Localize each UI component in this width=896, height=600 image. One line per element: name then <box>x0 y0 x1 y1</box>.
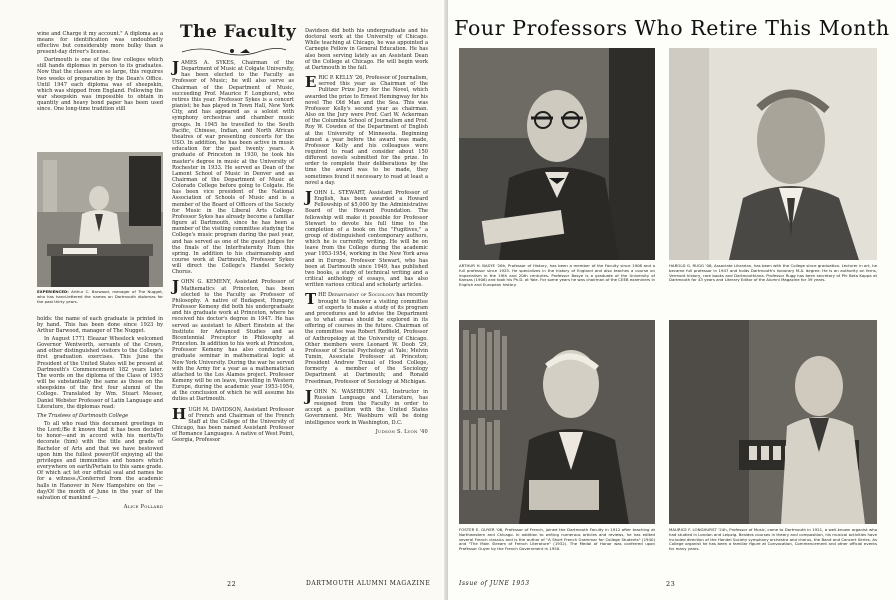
dropcap: J <box>172 58 180 76</box>
barwood-photo-image <box>37 152 163 287</box>
lead-name: OHN L. STEWART, <box>314 189 366 196</box>
author-signature: Judson S. Lyon '40 <box>375 428 428 435</box>
faculty-item <box>172 60 294 275</box>
longhurst-photo <box>669 320 877 524</box>
page-number-left: 22 <box>227 580 237 588</box>
faculty-item <box>305 386 429 426</box>
dropcap: E <box>305 73 317 92</box>
faculty-item <box>172 279 294 402</box>
dropcap: J <box>305 386 313 405</box>
paragraph: holds: the name of each graduate is printed in by hand. This has been done since 1923 by Arthur Barwood, manager of The Nugget. <box>37 316 163 335</box>
lead-name: RIC P. KELLY <box>318 75 353 82</box>
basye-caption: ARTHUR H. BASYE '26h, Professor of History, has been a member of the Faculty since 1908 and a full professor since 1925. He specializes in the history of England and also teaches a course on imperialism in the 19th and 20th centuries. Professor Basye is a graduate of the University of Kansas (1906) and took his Ph.D. at Yale. For some years he was chairman of the CEEB examiners in English and European history. <box>459 263 655 288</box>
diploma-text: To all who read this document greetings in the Lord:/Be it known that it has been decided to honor—and in accord with his merits/To decorate (him) with the title and grade of Bachelor of Arts and that we have bestowed upon him the fullest power/Of enjoying all the privileges and immunities and honors which everywhere on earth/Pertain to this same grade. Of which act let our official seal and names be for a witness./Conferred from the academic halls in Hanover in New Hampshire on the — day/Of the month of June in the year of the salvation of mankind —. <box>37 421 163 501</box>
magazine-title-footer: DARTMOUTH ALUMNI MAGAZINE <box>306 580 431 587</box>
author-signature: Alice Pollard <box>123 504 163 511</box>
guyer-caption: FOSTER E. GUYER '06, Professor of French, joined the Dartmouth Faculty in 1912 after teaching at Northwestern and Chicago. In addition to writing numerous articles and reviews, he has edited several French classics and is the author of "A Short French Grammar for College Students" (1940) and "The Main Stream of French Literature" (1932). The Medal of Honor was conferred upon Professor Guyer by the French Government in 1950. <box>459 527 655 552</box>
rugg-caption: HAROLD G. RUGG '06, Associate Librarian, has been with the College since graduation. Lecturer in art, he became full professor in 1947 and holds Dartmouth's honorary M.A. degree. He is an authority on ferns, Vermont history, rare books and Dartmouthiana. Professor Rugg has been secretary of Phi Beta Kappa at Dartmouth for 43 years and Literary Editor of the Alumni Magazine for 39 years. <box>669 263 877 283</box>
left-column-2 <box>172 60 294 445</box>
page-number-right: 23 <box>666 580 676 588</box>
item-text: has recently brought to Hanover a visiting committee of experts to make a study of its program and procedures and to advise the Department as to what areas should be explored in its offering of courses in the future. Chairman of the committee was Robert Redfield, Professor of Anthropology at the University of Chicago. Other members were Leonard W. Doob '29, Professor of Social Psychology at Yale; Melvin Tumin, Associate Professor at Princeton; President Andrew Truxal of Hood College, formerly a member of the Sociology Department at Dartmouth; and Ronald Freedman, Professor of Sociology at Michigan. <box>305 292 428 385</box>
caption-label: EXPERIENCED: <box>37 289 69 294</box>
dropcap: T <box>305 290 317 309</box>
basye-photo-image <box>459 48 655 260</box>
dropcap: J <box>305 187 313 206</box>
item-text: '26, Professor of Journalism, served this year as Chairman of the Pulitzer Prize Jury for the Novel, which awarded the prize to Ernest Hemingway for his novel The Old Man and the Sea. This was Professor Kelly's second year as chairman. Also on the Jury were Prof. Carl W. Ackerman of the Columbia School of Journalism and Prof. Roy W. Cowden of the Department of English at the University of Minnesota. Beginning almost a year before the award was made, Professor Kelly and his colleagues were required to read and consider about 150 different novels submitted for the prize. In order to complete their deliberations by the time the award was to be made, they sometimes found it necessary to read at least a novel a day. <box>305 75 428 186</box>
item-text: '43, Instructor in Russian Language and Literature, has resigned from the Faculty in order to accept a position with the United States Government. Mr. Washburn will be doing intelligence work in Washington, D.C. <box>305 388 429 426</box>
running-footer-issue: Issue of JUNE 1953 <box>459 580 530 587</box>
scroll-ornament-icon <box>180 46 288 56</box>
lead-name: UGH M. DAVIDSON, <box>188 406 243 413</box>
faculty-item <box>305 75 428 186</box>
barwood-photo <box>37 152 163 287</box>
faculty-item <box>305 28 428 71</box>
section-title: The Faculty <box>180 22 297 42</box>
rugg-photo-image <box>669 48 877 260</box>
rugg-photo <box>669 48 877 260</box>
guyer-photo-image <box>459 320 655 524</box>
left-column-1 <box>37 31 163 114</box>
lead-name: OHN N. WASHBURN <box>314 388 375 395</box>
right-page <box>448 0 896 600</box>
lead-name: HE Department of Sociology <box>318 292 395 299</box>
paragraph: wine and Charge it my account." A diploma as a means for identification was undoubtedly effective but considerably more bulky than a present-day driver's license. <box>37 31 163 56</box>
lead-name: AMES A. SYKES, <box>181 60 236 66</box>
dropcap: J <box>172 277 180 296</box>
page-headline: Four Professors Who Retire This Month <box>454 16 890 40</box>
item-text: Assistant Professor of English, has been awarded a Howard Fellowship of $5,000 by the Administrative Board of the Howard Foundation. The fellowship will make it possible for Professor Stewart to devote his full time to the completion of a book on the "Fugitives," a group of distinguished contemporary authors, which he is currently writing. He will be on leave from the College during the academic year 1953-1954, working in the New York area and in Europe. Professor Stewart, who has been at Dartmouth since 1949, has published two books, a study of technical writing and a critical anthology of essays, and has also written various critical and scholarly articles. <box>305 189 429 289</box>
faculty-item <box>305 187 429 289</box>
item-text: Assistant Professor of French and Chairman of the French Staff at the College of the University of Chicago, has been named Assistant Professor of Romance Languages. A native of West Point, Georgia, Professor <box>172 406 294 444</box>
longhurst-photo-image <box>669 320 877 524</box>
left-column-3 <box>305 28 428 436</box>
item-text: Assistant Professor of Mathematics at Princeton, has been elected to the Faculty as Professor of Philosophy. A native of Budapest, Hungary, Professor Kemeny did both his undergraduate and his graduate work at Princeton, where he received his doctor's degree in 1947. He has served as assistant to Albert Einstein at the Institute for Advanced Studies and as Bicentennial Preceptor in Philosophy at Princeton. In addition to his work at Princeton, Professor Kemeny has also conducted a graduate seminar in mathematical logic at New York University. During the war he served with the Army for a year as a mathematician attached to the Los Alamos project. Professor Kemeny will be on leave, travelling in Western Europe, during the academic year 1953-1954, at the conclusion of which he will assume his duties at Dartmouth. <box>172 279 294 403</box>
guyer-photo <box>459 320 655 524</box>
paragraph: Dartmouth is one of the few colleges which still hands diplomas in person to its graduates. Now that the classes are so large, this requires two weeks of preparation by the Dean's Office. Until 1947 each diploma was of sheepskin, which was shipped from England. Following the war sheepskin was impossible to obtain in quantity and heavy bond paper has been used since. One long-time tradition still <box>37 57 163 113</box>
barwood-photo-caption <box>37 290 163 304</box>
left-column-1-bottom <box>37 316 163 512</box>
caption-text: Arthur C. Barwood, manager of The Nugget, who has hand-lettered the names on Dartmouth diplomas for the past thirty years. <box>37 289 163 304</box>
dropcap: H <box>172 404 187 423</box>
lead-name: OHN G. KEMENY, <box>181 279 232 286</box>
faculty-item <box>172 404 294 444</box>
item-text: Chairman of the Department of Music at Colgate University, has been elected to the Faculty as Professor of Music; he will also serve as Chairman of the Department of Music, succeeding Prof. Maurice F. Longhurst, who retires this year. Professor Sykes is a concert pianist; he has played in Town Hall, New York City, and has appeared as a soloist with symphony orchestras and chamber music groups. In 1945 he travelled to the South Pacific, Chinese, Indian, and North African theatres of war presenting concerts for the USO. In addition, he has been active in music education for the past twenty years. A graduate of Princeton in 1930, he took his master's degree in music at the University of Rochester in 1933. He served as Dean of the Lamont School of Music in Denver and as Chairman of the Department of Music at Colorado College before going to Colgate. He has been vice president of the National Association of Schools of Music and is a member of the Board of Officers of the Society for Music in the Liberal Arts College. Professor Sykes has already become a familiar figure at Dartmouth, since he has been a member of the visiting committee studying the College's music program during the past year, and has served as one of the guest judges for the finals of the Interfraternity Hum this spring. In addition to his chairmanship and course work at Dartmouth, Professor Sykes will direct the College's Handel Society Chorus. <box>172 60 294 276</box>
item-text: Davidson did both his undergraduate and his doctoral work at the University of Chicago. While teaching at Chicago, he was appointed a Carnegie Fellow in General Education. He has also been serving lately as an Assistant Dean of the College at Chicago. He will begin work at Dartmouth in the fall. <box>305 28 428 71</box>
faculty-item <box>305 292 428 384</box>
diploma-subhead: The Trustees of Dartmouth College <box>37 412 129 419</box>
longhurst-caption: MAURICE F. LONGHURST '24h, Professor of Music, came to Dartmouth in 1921, a well-known organist who had studied in London and Leipzig. Besides courses in theory and composition, his musical activities have included direction of the Handel Society symphony orchestra and chorus, the Band and Concert Series. As College organist he has been a familiar figure at Convocation, Commencement and other official events for many years. <box>669 527 877 552</box>
basye-photo <box>459 48 655 260</box>
paragraph: In August 1771 Eleazar Wheelock welcomed Governor Wentworth, servants of the Crown, and other distinguished visitors to the College's first graduation exercises. This June the President of the United States will be present at Dartmouth's Commencement 182 years later. The words on the diploma of the Class of 1953 will be substantially the same as those on the sheepskins of the first four alumni of the College. Translated by Wm. Stuart Messer, Daniel Webster Professor of Latin Language and Literature, the diplomas read: <box>37 335 163 410</box>
